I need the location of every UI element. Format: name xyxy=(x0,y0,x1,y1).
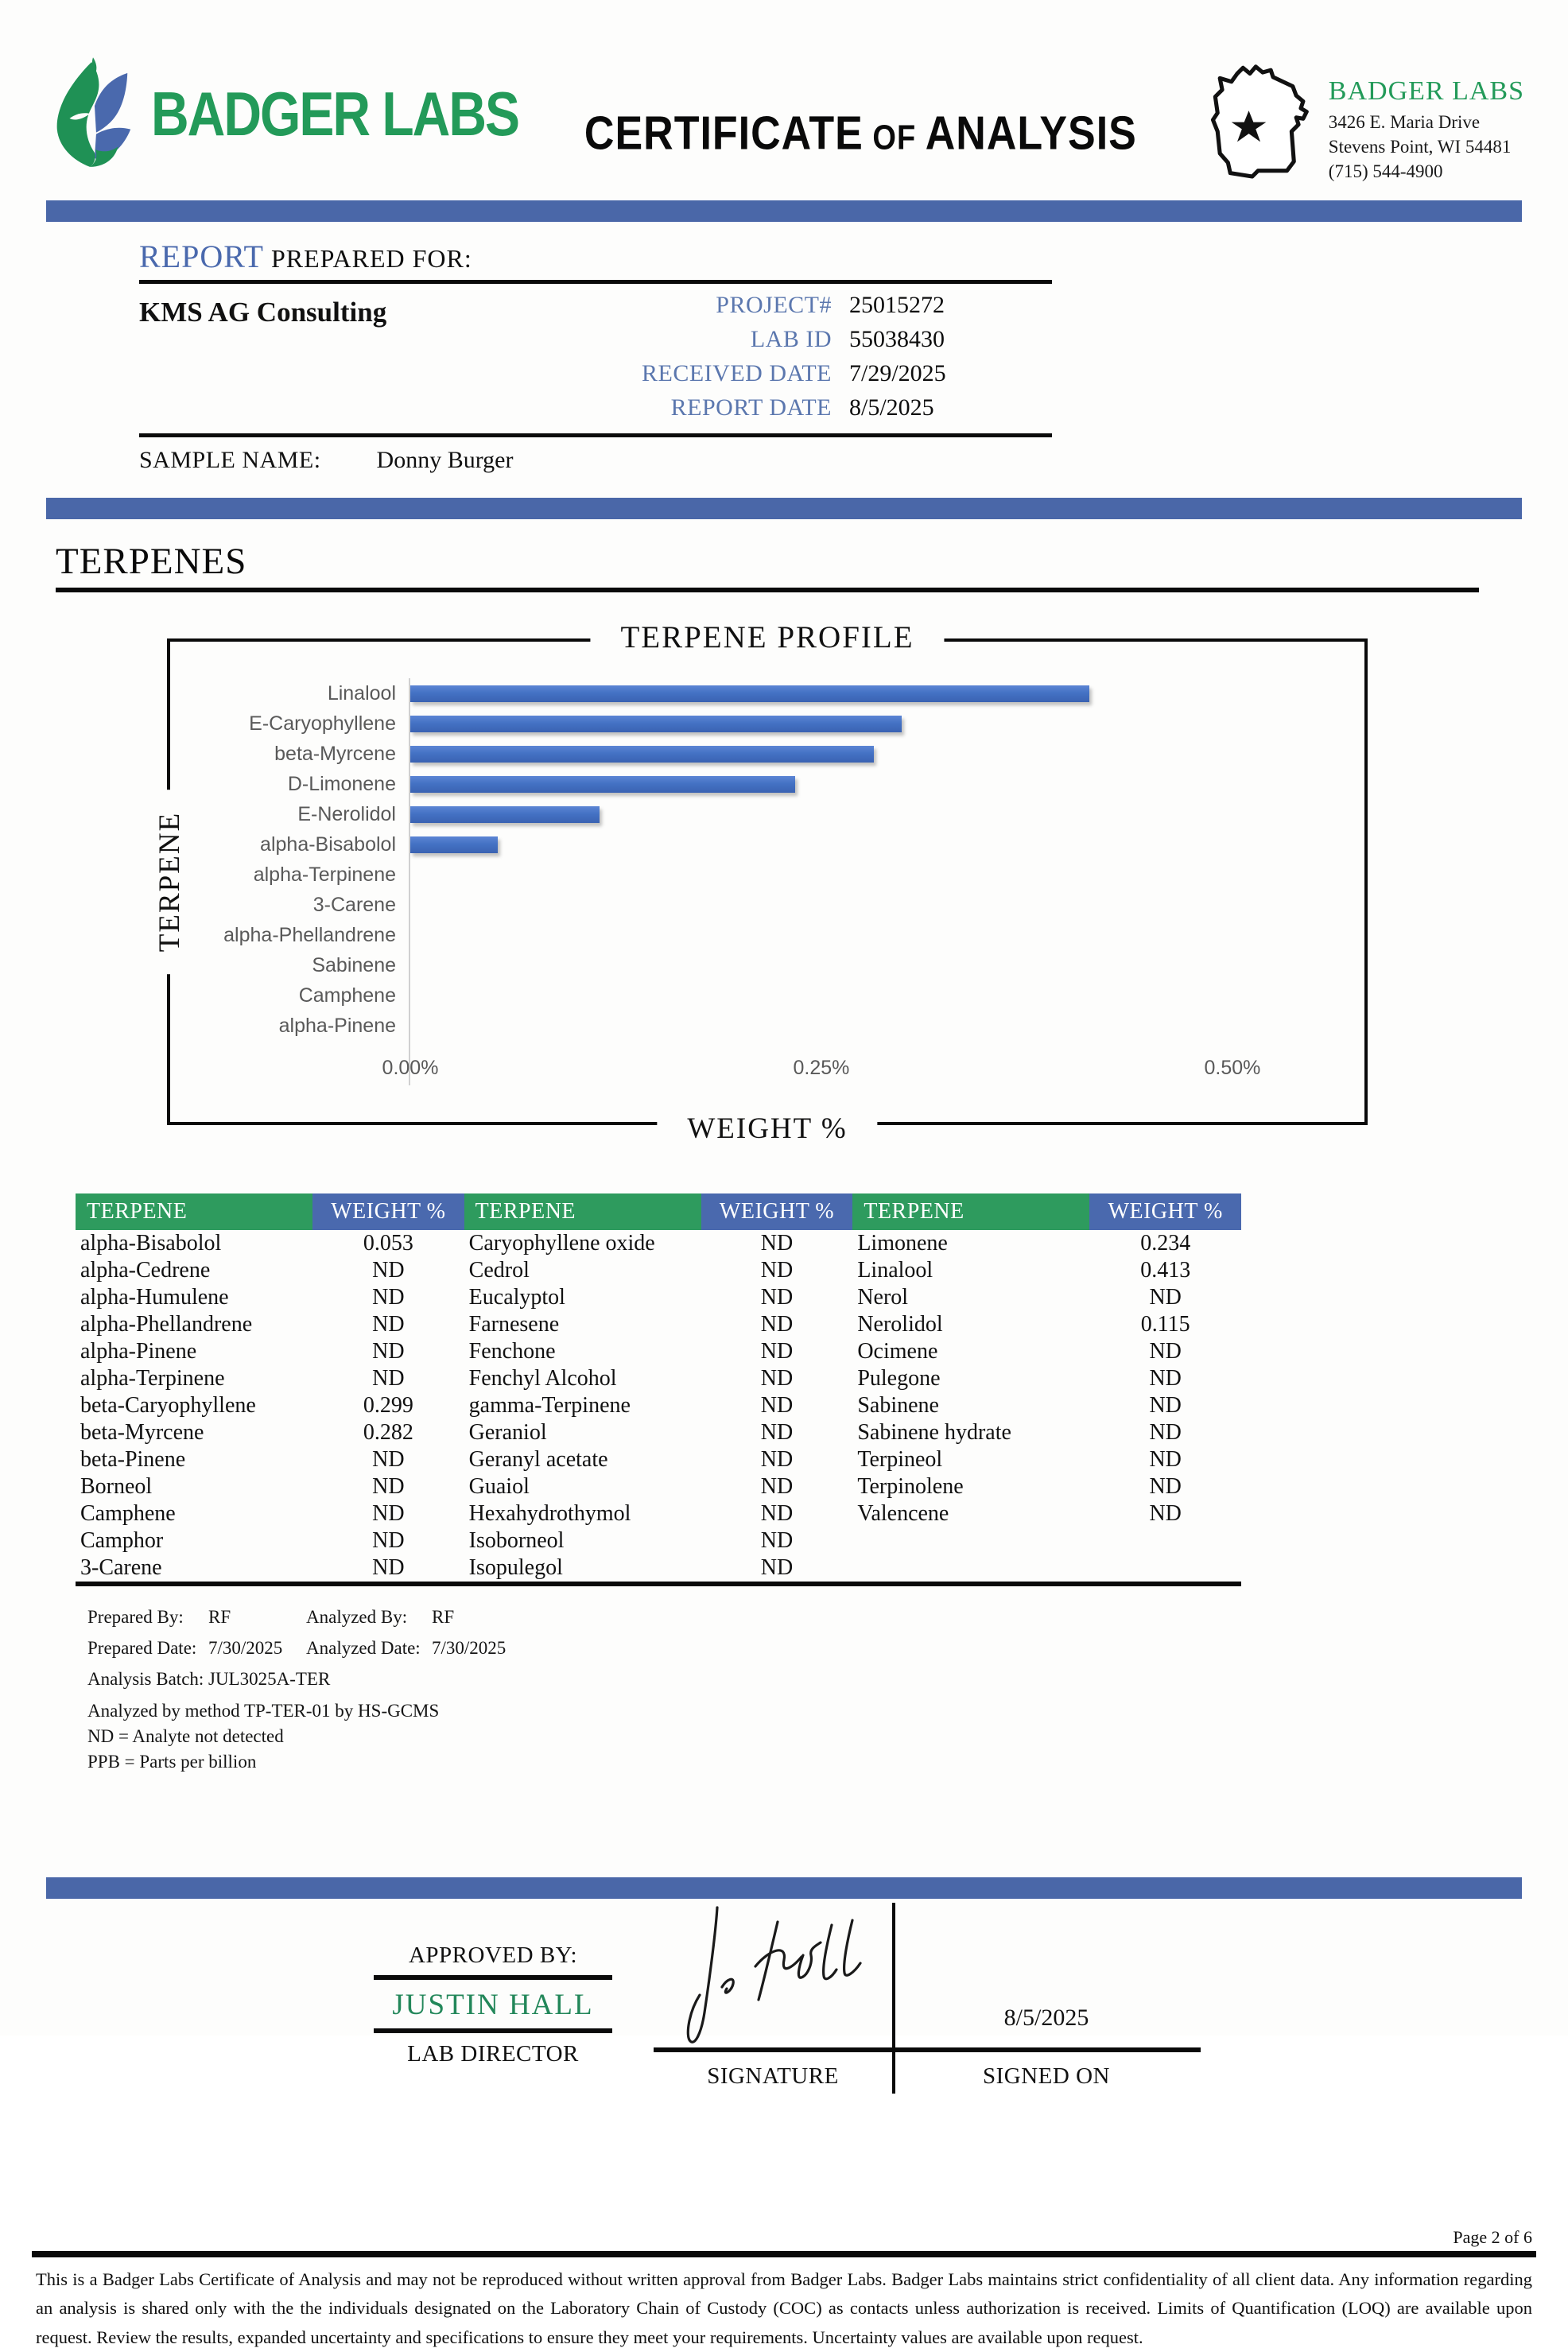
terpene-profile-chart xyxy=(153,620,1368,1145)
chart-bar xyxy=(410,746,874,763)
table-cell-weight: ND xyxy=(372,1312,405,1337)
table-cell-terpene: Borneol xyxy=(80,1474,153,1499)
sample-name-value: Donny Burger xyxy=(376,447,514,473)
table-cell-weight: ND xyxy=(372,1366,405,1391)
table-cell-terpene: beta-Caryophyllene xyxy=(80,1393,256,1418)
report-label: REPORT xyxy=(139,239,264,274)
table-cell-weight: ND xyxy=(372,1447,405,1472)
table-cell-terpene: Hexahydrothymol xyxy=(468,1501,631,1526)
table-cell-terpene: Terpinolene xyxy=(857,1474,964,1499)
table-header-weight: WEIGHT % xyxy=(312,1193,464,1230)
table-cell-terpene: Isoborneol xyxy=(468,1528,565,1553)
table-cell-weight: 0.299 xyxy=(363,1393,413,1418)
analyzed-by-value: RF xyxy=(432,1607,455,1627)
table-cell-terpene: Eucalyptol xyxy=(468,1285,565,1310)
table-cell-terpene: Camphor xyxy=(80,1528,164,1553)
table-cell-terpene: Valencene xyxy=(857,1501,949,1526)
prepared-by-label: Prepared By: xyxy=(87,1607,184,1627)
table-group xyxy=(852,1193,1241,1527)
table-cell-weight: ND xyxy=(1149,1447,1182,1472)
table-cell-weight: ND xyxy=(372,1258,405,1283)
signed-on-date: 8/5/2025 xyxy=(1003,2005,1089,2031)
chart-bar-row xyxy=(410,829,1331,860)
chart-bar xyxy=(410,685,1089,702)
meta-row-batch xyxy=(87,1669,1568,1690)
chart-bar xyxy=(410,716,902,732)
signature-column xyxy=(654,1943,1201,2133)
analysis-batch-label: Analysis Batch: xyxy=(87,1669,204,1689)
ppb-note: PPB = Parts per billion xyxy=(87,1752,257,1772)
client-name: KMS AG Consulting xyxy=(139,297,387,328)
terpenes-section-rule xyxy=(56,588,1479,592)
chart-bar-row xyxy=(410,980,1331,1011)
table-cell-weight: ND xyxy=(760,1447,794,1472)
table-cell-weight: ND xyxy=(372,1474,405,1499)
table-cell-weight: ND xyxy=(1149,1285,1182,1310)
report-fields xyxy=(553,292,1052,429)
footer-disclaimer: This is a Badger Labs Certificate of Analysis and may not be reproduced without written approval from Badger Labs. Badger Labs maintains strict confidentiality of all client data. Any information regarding an analysis is shared only with the the individuals designated on the Laboratory Chain of Custody (COC) as contacts unless authorization is received. Limits of Quantification (LOQ) are available upon request. Review the results, expanded uncertainty and specifications to ensure they meet your requirements. Uncertainty values are available upon request. xyxy=(36,2269,1532,2347)
table-cell-weight: ND xyxy=(1149,1474,1182,1499)
signature-baseline xyxy=(654,2047,1201,2052)
chart-bar xyxy=(410,836,498,853)
table-cell-terpene: beta-Myrcene xyxy=(80,1420,204,1445)
table-header-weight: WEIGHT % xyxy=(1089,1193,1241,1230)
table-header-terpene: TERPENE xyxy=(76,1193,312,1230)
report-field-label: REPORT DATE xyxy=(670,394,832,421)
chart-x-tick-label: 0.00% xyxy=(382,1057,439,1079)
sample-name-label: SAMPLE NAME: xyxy=(139,447,321,473)
leaf-drop-logo-icon xyxy=(46,56,140,173)
footer-rule xyxy=(32,2251,1536,2257)
table-cell-weight: ND xyxy=(760,1474,794,1499)
table-cell-weight: ND xyxy=(760,1366,794,1391)
table-cell-weight: ND xyxy=(1149,1420,1182,1445)
table-cell-terpene: Nerolidol xyxy=(857,1312,943,1337)
chart-bar xyxy=(410,776,795,793)
report-field-value: 7/29/2025 xyxy=(849,360,946,386)
table-cell-terpene: Linalool xyxy=(857,1258,933,1283)
client-grid xyxy=(139,284,1052,433)
approved-by-column xyxy=(374,1943,612,2133)
table-cell-terpene: Sabinene hydrate xyxy=(857,1420,1011,1445)
prepared-for-label: PREPARED FOR: xyxy=(263,244,472,273)
table-header-terpene: TERPENE xyxy=(464,1193,701,1230)
report-field-row xyxy=(553,326,1052,353)
report-field-row xyxy=(553,360,1052,387)
analysis-meta xyxy=(87,1607,1568,1772)
chart-title: TERPENE PROFILE xyxy=(590,619,944,655)
terpenes-section-title: TERPENES xyxy=(56,541,247,582)
table-cell-terpene: Limonene xyxy=(857,1231,948,1256)
prepared-by-value: RF xyxy=(208,1607,231,1627)
table-cell-weight: ND xyxy=(760,1258,794,1283)
chart-bar-row xyxy=(410,890,1331,920)
chart-category-labels xyxy=(170,678,409,1085)
chart-x-tick-label: 0.50% xyxy=(1204,1057,1261,1079)
chart-bar-row xyxy=(410,678,1331,708)
table-cell-terpene: Geraniol xyxy=(468,1420,547,1445)
table-cell-terpene: Geranyl acetate xyxy=(468,1447,608,1472)
chart-category-label: E-Nerolidol xyxy=(297,803,396,825)
chart-category-label: D-Limonene xyxy=(287,773,396,795)
table-cell-terpene: Nerol xyxy=(857,1285,909,1310)
chart-category-label: alpha-Pinene xyxy=(278,1015,396,1037)
table-cell-weight: ND xyxy=(760,1339,794,1364)
table-cell-terpene: Fenchyl Alcohol xyxy=(468,1366,617,1391)
table-cell-weight: ND xyxy=(1149,1393,1182,1418)
table-cell-terpene: beta-Pinene xyxy=(80,1447,186,1472)
chart-category-label: alpha-Phellandrene xyxy=(223,924,396,946)
signed-on-label: SIGNED ON xyxy=(983,2063,1110,2089)
chart-category-label: alpha-Terpinene xyxy=(253,864,396,886)
table-header-terpene: TERPENE xyxy=(852,1193,1089,1230)
lab-phone: (715) 544-4900 xyxy=(1328,161,1443,182)
chart-canvas xyxy=(170,642,1364,1085)
wisconsin-map-icon xyxy=(1203,62,1322,189)
table-cell-weight: 0.234 xyxy=(1140,1231,1191,1256)
report-bottom-rule xyxy=(139,433,1052,437)
report-info-block xyxy=(139,238,1052,474)
header-divider-bar xyxy=(46,200,1522,222)
table-cell-weight: ND xyxy=(760,1231,794,1256)
table-cell-weight: ND xyxy=(372,1555,405,1580)
lab-address-card xyxy=(1203,62,1524,189)
table-cell-weight: ND xyxy=(1149,1366,1182,1391)
report-field-value: 25015272 xyxy=(849,292,945,318)
table-cell-terpene: Terpineol xyxy=(857,1447,943,1472)
chart-bar-row xyxy=(410,1011,1331,1041)
signature-icon xyxy=(676,1893,898,2052)
approval-block xyxy=(374,1943,1568,2133)
table-cell-terpene: gamma-Terpinene xyxy=(468,1393,631,1418)
table-cell-weight: ND xyxy=(760,1420,794,1445)
table-cell-terpene: Sabinene xyxy=(857,1393,939,1418)
chart-bars xyxy=(410,678,1331,1041)
table-cell-terpene: alpha-Bisabolol xyxy=(80,1231,222,1256)
badger-labs-logo xyxy=(46,56,518,173)
table-cell-weight: ND xyxy=(372,1528,405,1553)
table-group xyxy=(76,1193,464,1582)
table-cell-weight: ND xyxy=(1149,1501,1182,1526)
table-group xyxy=(464,1193,853,1582)
table-cell-terpene: alpha-Humulene xyxy=(80,1285,229,1310)
chart-category-label: beta-Myrcene xyxy=(274,743,396,765)
report-field-value: 8/5/2025 xyxy=(849,394,934,421)
table-cell-weight: 0.413 xyxy=(1140,1258,1191,1283)
table-cell-terpene: Caryophyllene oxide xyxy=(468,1231,655,1256)
chart-bar-row xyxy=(410,920,1331,950)
lab-address-line1: 3426 E. Maria Drive xyxy=(1328,112,1481,132)
report-field-label: LAB ID xyxy=(750,326,832,352)
approver-title: LAB DIRECTOR xyxy=(407,2041,579,2067)
meta-row-date xyxy=(87,1638,1568,1659)
chart-bar-row xyxy=(410,739,1331,769)
report-field-value: 55038430 xyxy=(849,326,945,352)
table-cell-terpene: alpha-Cedrene xyxy=(80,1258,211,1283)
table-cell-terpene: Cedrol xyxy=(468,1258,530,1283)
chart-bar-row xyxy=(410,708,1331,739)
table-cell-weight: ND xyxy=(760,1501,794,1526)
analyzed-date-value: 7/30/2025 xyxy=(432,1638,506,1658)
document-title xyxy=(518,107,1203,161)
chart-bar-row xyxy=(410,799,1331,829)
table-cell-weight: ND xyxy=(1149,1339,1182,1364)
chart-bar-row xyxy=(410,860,1331,890)
report-field-row xyxy=(553,394,1052,421)
chart-bar xyxy=(410,806,600,823)
chart-y-axis-label: TERPENE xyxy=(153,790,187,974)
table-cell-weight: 0.115 xyxy=(1140,1312,1190,1337)
analyzed-date-label: Analyzed Date: xyxy=(306,1638,421,1658)
page-number: Page 2 of 6 xyxy=(1453,2227,1532,2247)
table-cell-terpene: Guaiol xyxy=(468,1474,530,1499)
chart-plot-area xyxy=(382,678,1331,1085)
chart-category-label: Linalool xyxy=(327,682,396,704)
chart-x-axis-label: WEIGHT % xyxy=(657,1112,877,1146)
chart-x-tick-label: 0.25% xyxy=(793,1057,850,1079)
lab-address-line2: Stevens Point, WI 54481 xyxy=(1328,137,1512,157)
section-divider-bar xyxy=(46,498,1522,519)
table-cell-terpene: alpha-Terpinene xyxy=(80,1366,225,1391)
chart-category-label: Sabinene xyxy=(312,954,396,976)
table-cell-terpene: Fenchone xyxy=(468,1339,556,1364)
prepared-date-label: Prepared Date: xyxy=(87,1638,197,1658)
table-cell-weight: ND xyxy=(760,1312,794,1337)
table-cell-terpene: 3-Carene xyxy=(80,1555,162,1580)
title-analysis: ANALYSIS xyxy=(925,107,1137,161)
prepared-date-value: 7/30/2025 xyxy=(208,1638,283,1658)
terpene-results-table xyxy=(76,1193,1241,1586)
table-cell-terpene: alpha-Phellandrene xyxy=(80,1312,253,1337)
table-cell-weight: ND xyxy=(372,1339,405,1364)
report-field-label: PROJECT# xyxy=(716,292,832,318)
chart-bar-row xyxy=(410,769,1331,799)
chart-bar-row xyxy=(410,950,1331,980)
table-cell-terpene: Isopulegol xyxy=(468,1555,563,1580)
header xyxy=(0,0,1568,189)
title-of: OF xyxy=(863,118,926,157)
table-cell-weight: 0.053 xyxy=(363,1231,413,1256)
analyzed-by-label: Analyzed By: xyxy=(306,1607,408,1627)
meta-row-by xyxy=(87,1607,1568,1628)
table-cell-terpene: alpha-Pinene xyxy=(80,1339,197,1364)
chart-category-label: alpha-Bisabolol xyxy=(260,833,396,856)
sample-name-row xyxy=(139,447,1052,474)
chart-category-label: Camphene xyxy=(298,984,396,1007)
table-cell-weight: ND xyxy=(760,1555,794,1580)
approved-by-label: APPROVED BY: xyxy=(408,1943,578,1968)
table-header-weight: WEIGHT % xyxy=(701,1193,853,1230)
table-cell-terpene: Ocimene xyxy=(857,1339,938,1364)
table-cell-weight: 0.282 xyxy=(363,1420,413,1445)
report-field-label: RECEIVED DATE xyxy=(642,360,832,386)
logo-wordmark: BADGER LABS xyxy=(151,79,519,149)
report-field-row xyxy=(553,292,1052,319)
table-cell-terpene: Pulegone xyxy=(857,1366,941,1391)
table-cell-weight: ND xyxy=(760,1393,794,1418)
nd-note: ND = Analyte not detected xyxy=(87,1726,284,1746)
lab-name: BADGER LABS xyxy=(1328,76,1524,106)
approver-name: JUSTIN HALL xyxy=(392,1989,594,2021)
chart-category-label: E-Caryophyllene xyxy=(249,712,396,735)
table-cell-weight: ND xyxy=(760,1285,794,1310)
lab-contact-info xyxy=(1329,76,1524,184)
chart-category-label: 3-Carene xyxy=(312,894,396,916)
table-cell-terpene: Farnesene xyxy=(468,1312,560,1337)
method-note: Analyzed by method TP-TER-01 by HS-GCMS xyxy=(87,1701,440,1721)
signature-label: SIGNATURE xyxy=(707,2063,839,2089)
table-cell-weight: ND xyxy=(372,1285,405,1310)
report-heading xyxy=(139,238,1052,275)
chart-x-ticks xyxy=(382,1041,1331,1085)
analysis-batch-value: JUL3025A-TER xyxy=(208,1669,331,1689)
title-certificate: CERTIFICATE xyxy=(584,107,864,161)
table-cell-weight: ND xyxy=(760,1528,794,1553)
table-cell-weight: ND xyxy=(372,1501,405,1526)
table-cell-terpene: Camphene xyxy=(80,1501,176,1526)
